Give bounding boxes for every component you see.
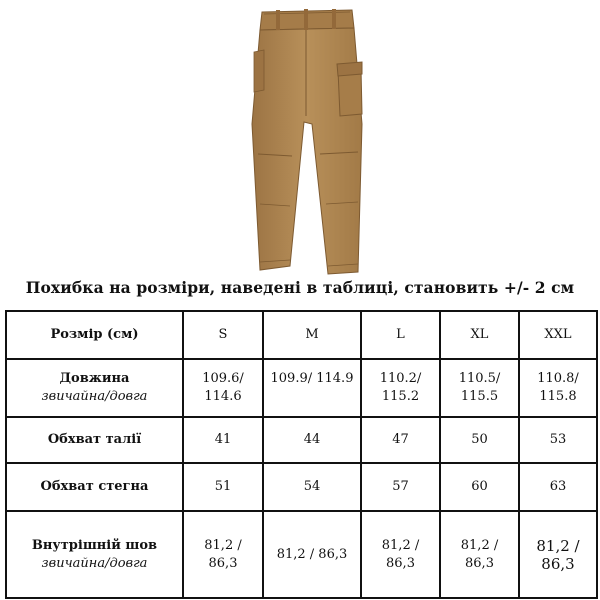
length-m-line1: 109.9/ 114.9 bbox=[270, 371, 354, 386]
length-xxl bbox=[519, 359, 597, 417]
length-s-line1: 109.6/ bbox=[202, 371, 244, 386]
header-size-xxl: XXL bbox=[519, 311, 597, 359]
waist-m: 44 bbox=[263, 417, 361, 463]
hip-m: 54 bbox=[263, 463, 361, 511]
inseam-label: Внутрішній шов bbox=[31, 537, 158, 553]
inseam-xxl-line2: 86,3 bbox=[541, 554, 575, 573]
waist-xxl: 53 bbox=[519, 417, 597, 463]
length-sublabel: звичайна/довга bbox=[41, 389, 148, 404]
hip-s: 51 bbox=[183, 463, 263, 511]
inseam-xxl-line1: 81,2 / bbox=[536, 536, 580, 555]
inseam-m bbox=[263, 511, 361, 598]
hip-xl: 60 bbox=[440, 463, 519, 511]
inseam-xxl bbox=[519, 511, 597, 598]
size-chart-table bbox=[5, 310, 598, 599]
waist-s: 41 bbox=[183, 417, 263, 463]
table-row-length bbox=[6, 359, 597, 417]
length-l-line1: 110.2/ bbox=[379, 371, 422, 386]
hip-xxl: 63 bbox=[519, 463, 597, 511]
inseam-s-line1: 81,2 / bbox=[204, 537, 242, 553]
length-xl-line1: 110.5/ bbox=[458, 371, 501, 386]
inseam-l-line2: 86,3 bbox=[386, 555, 415, 571]
inseam-xl-line1: 81,2 / bbox=[460, 537, 499, 553]
length-xxl-line1: 110.8/ bbox=[537, 371, 579, 386]
length-l-line2: 115.2 bbox=[381, 389, 420, 404]
header-size-s: S bbox=[183, 311, 263, 359]
row-label-hip: Обхват стегна bbox=[6, 463, 183, 511]
length-label: Довжина bbox=[59, 371, 130, 386]
inseam-sublabel: звичайна/довга bbox=[41, 555, 148, 571]
trousers-image bbox=[240, 4, 370, 278]
table-row-inseam bbox=[6, 511, 597, 598]
header-size-m: M bbox=[263, 311, 361, 359]
header-size-label: Розмір (см) bbox=[6, 311, 183, 359]
length-s bbox=[183, 359, 263, 417]
header-size-l: L bbox=[361, 311, 440, 359]
length-s-line2: 114.6 bbox=[204, 389, 242, 404]
waist-xl: 50 bbox=[440, 417, 519, 463]
inseam-l-line1: 81,2 / bbox=[381, 537, 420, 553]
header-size-xl: XL bbox=[440, 311, 519, 359]
row-label-waist: Обхват талії bbox=[6, 417, 183, 463]
waist-l: 47 bbox=[361, 417, 440, 463]
row-label-length bbox=[6, 359, 183, 417]
length-l bbox=[361, 359, 440, 417]
inseam-s bbox=[183, 511, 263, 598]
length-xl-line2: 115.5 bbox=[460, 389, 499, 404]
length-m bbox=[263, 359, 361, 417]
inseam-m-line1: 81,2 / 86,3 bbox=[276, 546, 348, 562]
size-tolerance-caption: Похибка на розміри, наведені в таблиці, становить +/- 2 см bbox=[25, 278, 575, 297]
inseam-xl-line2: 86,3 bbox=[465, 555, 494, 571]
table-header-row bbox=[6, 311, 597, 359]
length-xxl-line2: 115.8 bbox=[539, 389, 577, 404]
table-row-hip bbox=[6, 463, 597, 511]
length-xl bbox=[440, 359, 519, 417]
row-label-inseam bbox=[6, 511, 183, 598]
inseam-s-line2: 86,3 bbox=[208, 555, 238, 571]
table-row-waist bbox=[6, 417, 597, 463]
hip-l: 57 bbox=[361, 463, 440, 511]
inseam-xl bbox=[440, 511, 519, 598]
inseam-l bbox=[361, 511, 440, 598]
